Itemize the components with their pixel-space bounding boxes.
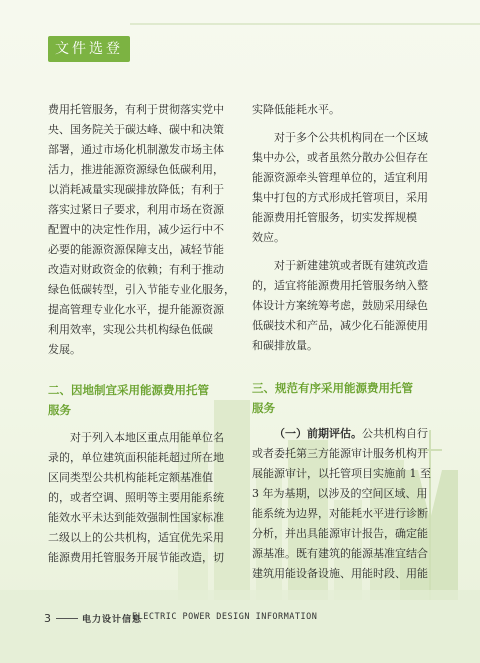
text-line: 或者委托第三方能源审计服务机构开	[252, 447, 428, 460]
text-line: 集中办公，或者虽然分散办公但存在	[252, 151, 428, 164]
text-line: 三、规范有序采用能源费用托管	[252, 381, 413, 395]
text-line: 对于新建建筑或者既有建筑改造	[274, 259, 428, 272]
text-line: 利用效率，实现公共机构绿色低碳	[48, 323, 213, 336]
text-line: 二级以上的公共机构，适宜优先采用	[48, 531, 224, 544]
page-number: 3	[44, 612, 51, 625]
paragraph-new-buildings	[252, 256, 442, 356]
text-line: 的，适宜将能源费用托管服务纳入整	[252, 279, 428, 292]
magazine-name-en: ELECTRIC POWER DESIGN INFORMATION	[132, 612, 318, 622]
paragraph-2	[48, 428, 238, 568]
text-line: 区同类型公共机构能耗定额基准值	[48, 471, 213, 484]
text-line: 展能源审计，以托管项目实施前 1 至	[252, 467, 431, 480]
magazine-name-cn: 电力设计信息	[82, 615, 143, 625]
text-line: 录的，单位建筑面积能耗超过所在地	[48, 451, 224, 464]
section-tag: 文件选登	[48, 36, 130, 62]
section-heading-2	[48, 380, 238, 420]
text-line: 低碳技术和产品，减少化石能源使用	[252, 319, 428, 332]
text-line: 服务	[252, 401, 275, 415]
text-line: 和碳排放量。	[252, 339, 318, 352]
paragraph-continuation	[252, 100, 442, 120]
paragraph-regional-offices	[252, 128, 442, 248]
text-line: 以消耗减量实现碳排放降低；有利于	[48, 183, 224, 196]
text-line: 能源资源牵头管理单位的，适宜利用	[252, 171, 428, 184]
text-line: 活力，推进能源资源绿色低碳利用，	[48, 163, 224, 176]
text-line: 必要的能源资源保障支出，减轻节能	[48, 243, 224, 256]
text-line: 实降低能耗水平。	[252, 103, 340, 116]
text-line: 部署，通过市场化机制激发市场主体	[48, 143, 224, 156]
footer-divider	[56, 618, 78, 619]
page-footer	[0, 600, 480, 640]
text-line: 对于多个公共机构同在一个区域	[274, 131, 428, 144]
left-text-column	[48, 100, 238, 568]
text-line: 二、因地制宜采用能源费用托管	[48, 383, 209, 397]
text-line: 对于列入本地区重点用能单位名	[70, 431, 224, 444]
text-line: 央、国务院关于碳达峰、碳中和决策	[48, 123, 224, 136]
text-line: 的，或者空调、照明等主要用能系统	[48, 491, 224, 504]
text-line: 改造对财政资金的依赖；有利于推动	[48, 263, 224, 276]
text-line: 能源费用托管服务开展节能改造，切	[48, 551, 224, 564]
section-heading-3	[252, 378, 442, 418]
text-line: 效应。	[252, 231, 285, 244]
text-line: 落实过紧日子要求，利用市场在资源	[48, 203, 224, 216]
text-line: 集中打包的方式形成托管项目，采用	[252, 191, 428, 204]
text-line: 费用托管服务，有利于贯彻落实党中	[48, 103, 224, 116]
paragraph-first-line	[252, 424, 442, 444]
text-line: 分析，并出具能源审计报告，确定能	[252, 527, 428, 540]
text-line: 体设计方案统筹考虑，鼓励采用绿色	[252, 299, 428, 312]
text-line: 源基准。既有建筑的能源基准宜结合	[252, 547, 428, 560]
text-line: 3 年为基期，以涉及的空间区域、用	[252, 487, 428, 500]
text-line: 绿色低碳转型，引入节能专业化服务，	[48, 283, 235, 296]
text-line: 能源费用托管服务，切实发挥规模	[252, 211, 417, 224]
text-line: 发展。	[48, 343, 81, 356]
right-text-column	[252, 100, 442, 584]
text-line: 配置中的决定性作用，减少运行中不	[48, 223, 224, 236]
text-line: 服务	[48, 403, 71, 417]
subsection-first-line-text: 公共机构自行	[362, 427, 428, 440]
text-line: 提高管理专业化水平，提升能源资源	[48, 303, 224, 316]
paragraph-1	[48, 100, 238, 360]
paragraph-preliminary-assessment	[252, 424, 442, 584]
text-line: 能系统为边界，对能耗水平进行诊断	[252, 507, 428, 520]
text-line: 能效水平未达到能效强制性国家标准	[48, 511, 224, 524]
text-line: 建筑用能设备设施、用能时段、用能	[252, 567, 428, 580]
subsection-title: （一）前期评估。	[274, 427, 362, 440]
